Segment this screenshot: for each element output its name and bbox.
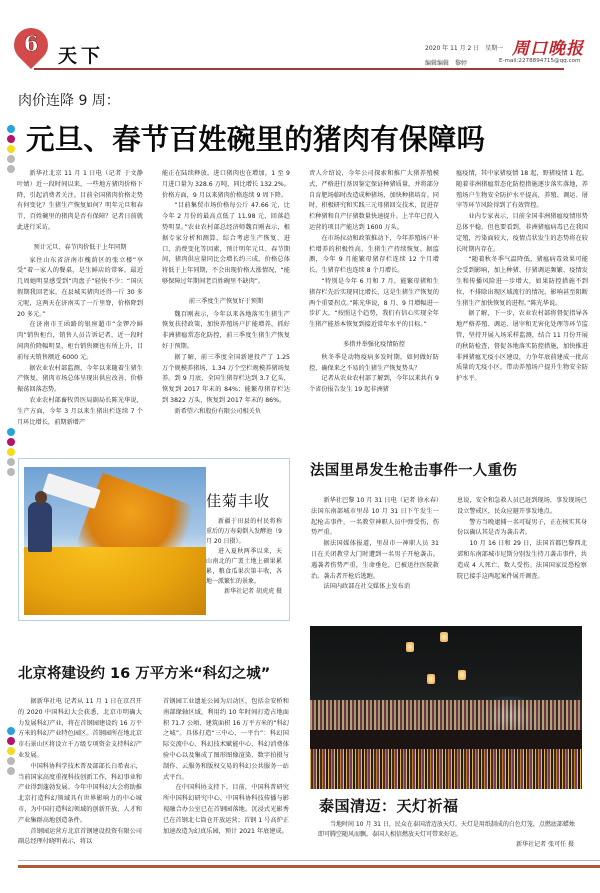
newspaper-masthead-logo: 周口晚报 (512, 39, 584, 59)
registration-marks-top (7, 125, 15, 175)
paragraph: “随着秋冬季气温降低，猪瘟病毒效果可能会受到影响，加上种猪、仔猪调运频繁，疫情发生和传播风险进一步增大，如果防控措施不到位，不排除出现区域流行的情况，影响甚至阻断生猪生产加快恢复的进程。”陈光华说。 (456, 256, 588, 307)
caption-text: 新疆于田县的村民将称重后的万寿菊倒入发酵池（9 月 20 日摄）。 (206, 518, 282, 545)
main-story-column-2 (162, 169, 290, 418)
paragraph: 能正在陆续释放。进口猪肉也在增加，1 至 9 月进口量为 328.6 万吨，同比增长 132.2%。价格方面，9 月以来猪肉价格连续 9 周下降。 (162, 170, 290, 199)
magenta-registration-dot (7, 135, 15, 143)
footer-divider-thin (18, 860, 600, 861)
photo-title: 佳菊丰收 (206, 492, 271, 510)
farmer-figure (28, 502, 52, 552)
caption-text: 当地时间 10 月 31 日，民众在泰国清迈放天灯。天灯是用纸制成的白色灯笼，点燃底部蜡烛即可腾空随风而飘。泰国人相信燃放天灯可带来好运。 (318, 821, 575, 838)
paragraph: 中国科协科学技术普及部部长白希表示，当前国家高度重视科技创新工作，科幻事业和产业得到蓬勃发展。今年中国科幻大会将助推北京打造科幻领域具有世界影响力的中心城市，为中国打造科幻领域的创新开放、人才和产业集群高地创造条件。 (18, 762, 142, 824)
photo-credit: 新华社记者 胡虎虎 摄 (224, 588, 282, 595)
photo-credit: 新华社记者 张可任 摄 (516, 841, 574, 848)
yellow-registration-dot (7, 747, 15, 755)
france-story-column-2 (457, 496, 587, 582)
paragraph: “目前集贸市场价格每公斤 47.66 元，比今年 2 月份的最高点低了 11.98 元，回落趋势明显。”农业农村部总经济师魏百刚表示，根据专家分析和测算，综合考虑生产恢复、进口、消费变化等因素，预计明年元旦、春节期间，猪肉供应量同比会增长约三成，价格总体将低于上年同期，不会出现价格大涨情况，“能够保障过年期间老百姓碗里不缺肉”。 (162, 202, 290, 285)
paragraph: 秋冬季是动物疫病多发时期，如何做好防控，确保来之不易的生猪生产恢复势头？ (309, 353, 439, 372)
photo-caption (206, 517, 282, 597)
main-headline: 元旦、春节百姓碗里的猪肉有保障吗 (26, 122, 486, 156)
main-story-column-4 (456, 169, 588, 385)
candle-field (310, 749, 582, 789)
paragraph: 业内专家表示，目前全国非洲猪瘟疫情形势总体平稳，但也要看到，非洲猪瘟病毒已在我国定殖，污染面较大，疫情点状发生的态势将在较长时期内存在。 (456, 213, 588, 253)
flower-pile (24, 547, 206, 615)
sky-lantern-photo (310, 626, 582, 789)
caption-text: 进入夏秋两季以来，天山南北的广袤土地上硕果累累，粮食瓜果次第丰收，各地一派繁忙的景象。 (206, 548, 282, 585)
thailand-photo-title: 泰国清迈：天灯祈福 (319, 797, 459, 815)
thailand-photo-caption (318, 820, 576, 850)
yellow-registration-dot (7, 145, 15, 153)
cyan-registration-dot (7, 428, 15, 436)
gray-registration-dot (7, 155, 15, 163)
magenta-registration-dot (7, 737, 15, 745)
header-divider (34, 68, 564, 70)
paragraph: 警方当晚逮捕一名可疑男子，正在核实其身份以确认其是否为袭击者。 (457, 518, 587, 537)
sky-lantern (406, 642, 414, 652)
france-story-headline: 法国里昂发生枪击事件一人重伤 (310, 463, 518, 479)
subheading: 多措并举强化疫情防控 (343, 340, 405, 348)
france-story-column-1 (311, 496, 439, 593)
gray-registration-dot (7, 458, 15, 466)
paragraph: 息说，安全和急救人员已赶到现场，事发现场已设立警戒区，民众应避开事发地点。 (457, 497, 587, 515)
paragraph: 在济南市王函路的银座超市“金锣冷鲜肉”销售柜台，销售人员告诉记者，近一段时间肉价降幅明显，柜台销售额也有所上升，目前每天销售额近 6000 元。 (17, 321, 143, 361)
paragraph: 在中国科协支持下，目前，中国科普研究所中国科幻研究中心、中国科协科技传播与影视融合办公室已在首钢园落地。沉浸式光影秀已在首钢北七筒仓开放运营；首钢 1 号高炉正加速改造为幻真乐园，预计 2021 年底建成。 (163, 784, 289, 835)
beijing-story-column-1 (18, 697, 142, 848)
gray-registration-dot (7, 757, 15, 765)
paragraph: 新华社巴黎 10 月 31 日电（记者 徐永春）法国东南部城市里昂 10 月 31 日下午发生一起枪击事件，一名教堂神职人员中弹受伤，伤势严重。 (311, 497, 439, 537)
beijing-story-column-2 (163, 697, 289, 837)
sky-lantern (427, 674, 435, 684)
editor-credits: 编辑编辑 黎婷 (425, 60, 468, 67)
gray-registration-dot (7, 468, 15, 476)
paragraph: 农业农村部畜牧兽医局副局长陈光华说，生产方面，今年 3 月以来生猪出栏连续 7 个月环比增长，前期新增产 (17, 396, 143, 426)
paragraph: 家住山东省济南市槐荫区的张立楼“享受”着一家人的餐桌，是生鲜店的常客。最近几周她明显感受到“肉盘子”轻快不少：“国庆假期我回老家，在县城买猪肉还得一斤 30 多元呢，这两天在济南买了一斤里脊，价格降到 20 多元。” (17, 256, 143, 318)
main-story-column-3 (309, 169, 439, 396)
gray-registration-dot (7, 165, 15, 173)
cyan-registration-dot (7, 727, 15, 735)
registration-marks-middle (7, 428, 15, 478)
farmer-head (35, 491, 47, 504)
paragraph: 首钢园运营方北京首钢建设投资有限公司副总经理付晓明表示，将以 (18, 827, 142, 846)
paragraph: 新华社北京 11 月 1 日电（记者 于文静 叶婧）近一段时间以来，一些地方猪肉价格下降，引起消费者关注。目前全国猪肉价格走势有何变化？生猪生产恢复如何？明年元旦和春节，百姓碗里的猪肉是否有保障？记者日前就此进行采访。 (17, 170, 143, 231)
paragraph: 责人介绍说，今年公司探索和推广大猪养殖模式，严格进行基因鉴定保证种猪质量，并将部分自育肥场临时改造成种猪场，加快种猪培育。同时，积极研究和实践三元母猪回交技术，促进存栏种猪和自产仔猪数量快速提升。上半年已投入运营的项目产能达到 1600 万头。 (309, 170, 439, 231)
cyan-registration-dot (7, 125, 15, 133)
page-number: 6 (23, 31, 39, 56)
beijing-story-headline: 北京将建设约 16 万平方米“科幻之城” (18, 666, 271, 682)
chrysanthemum-harvest-photo (24, 467, 206, 615)
gray-registration-dot (7, 767, 15, 775)
subheading: 预计元旦、春节肉价低于上年同期 (33, 243, 127, 251)
issue-date: 2020 年 11 月 2 日 星期一 (425, 45, 504, 52)
subheading: 前三季度生产恢复好于预期 (188, 297, 264, 305)
paragraph: 新希望六和股份有限公司相关负 (174, 407, 262, 415)
paragraph: 据了解，下一步，农业农村部将督促指导各地严格养殖、调运、屠宰和无害化处理等环节监管，坚持开展入场采样监测，结合 11 月份开展的秋防检查，督促各地落实防控措施，加快推进非洲猪瘟无疫小区建设，力争年底前建成一批高质量的无疫小区，带动养殖场户提升生物安全防护水平。 (456, 310, 588, 383)
sack-cloth (42, 473, 100, 509)
registration-marks-bottom (7, 727, 15, 777)
paragraph: 在市场拉动和政策推动下，今年养殖场户补栏增养的积极性高，生猪生产持续恢复。据监测，今年 9 月能繁母猪存栏连续 12 个月增长，生猪存栏也连续 8 个月增长。 (309, 234, 439, 275)
paragraph: 瘟疫情，其中家猪疫情 18 起，野猪疫情 1 起。随着非洲猪瘟常态化防控措施逐步落实落地，养殖场户生物安全防护水平提高，养殖、调运、屠宰等环节风险得到了有效管控。 (456, 170, 588, 210)
magenta-registration-dot (7, 438, 15, 446)
paragraph: 法国内政部在社交媒体上发布消 (323, 583, 411, 591)
page-number-badge (14, 28, 48, 68)
story-kicker: 肉价连降 9 周： (18, 93, 120, 109)
section-title: 天下 (58, 45, 105, 67)
paragraph: 记者从农业农村部了解到，今年以来共有 9 个省份报告发生 19 起非洲猪 (309, 375, 439, 394)
yellow-registration-dot (7, 448, 15, 456)
footer-divider-thick (18, 865, 600, 868)
paragraph: “特别是今年 6 月和 7 月，能繁母猪和生猪存栏先后实现同比增长，这是生猪生产恢复的两个重要拐点。”陈光华说，8 月、9 月增幅进一步扩大，“按照这个趋势，我们有信心实现全年生猪产能基本恢复到接近常年水平的目标。” (309, 277, 439, 329)
paragraph: 据法国媒体报道，里昂市一神职人员 31 日在关闭教堂大门时遭到一名男子开枪袭击。遇袭者伤势严重，生命垂危，已被送往医院救治。袭击者开枪后逃跑。 (311, 540, 439, 580)
paragraph: 10 月 16 日和 29 日，法国首都巴黎西北郊和东南部城市尼斯分别发生持刀袭击事件，共造成 4 人死亡、数人受伤。法国国家反恐检察院已接手这两起案件展开调查。 (457, 540, 587, 580)
paragraph: 据新华社电 记者从 11 月 1 日在京召开的 2020 中国科幻大会获悉，北京市明确大力发展科幻产业，将在首钢园建设约 16 万平方米的科幻产业特色园区。首钢园所在地北京市石景山区将设立千万级专项资金支持科幻产业发展。 (18, 698, 142, 759)
main-story-column-1 (17, 169, 143, 428)
paragraph: 据了解，前三季度全国新建投产了 1.25 万个规模养猪场，1.34 万个空栏规模养猪场复养。到 9 月底，全国生猪存栏达到 3.7 亿头，恢复到 2017 年末的 84%；能繁母猪存栏达到 3822 万头，恢复到 2017 年末的 86%。 (162, 353, 290, 404)
paragraph: 魏百刚表示，今年以来各地落实生猪生产恢复扶持政策，加快养殖场户扩能增养，抓好非洲猪瘟常态化防控，前三季度生猪生产恢复好于预期。 (162, 310, 290, 350)
sky-lantern (458, 670, 466, 680)
lantern-rows (310, 700, 582, 730)
contact-email: E-mail:2278894715@qq.com (499, 58, 581, 64)
paragraph: 首钢园工业遗址公园为启动区，包括金安桥和南部缘轴区域，利用约 10 年时间打造占地面积 71.7 公顷、建筑面积 16 万平方米的“科幻之城”。具体打造“三中心、一平台”：科幻国际交流中心、科幻技术赋能中心、科幻消费体验中心以及集成了图形图像渲染、数字拍摄与制作、云服务和版权交易的科幻公共服务一站式平台。 (163, 698, 289, 781)
paragraph: 据农业农村部监测，今年以来随着生猪生产恢复，猪肉市场总体呈现出供应改善、价格振荡回落态势。 (17, 364, 143, 394)
sky-lantern (440, 632, 448, 642)
